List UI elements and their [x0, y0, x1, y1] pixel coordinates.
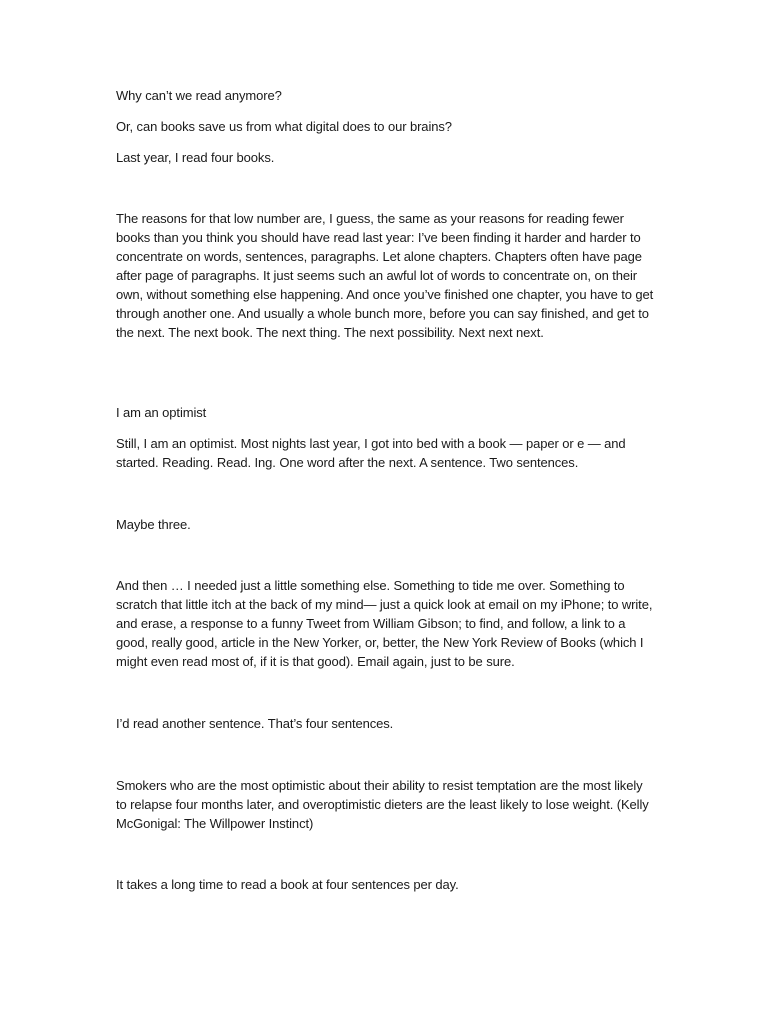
section-heading-optimist: I am an optimist	[116, 405, 207, 420]
paragraph-closing: It takes a long time to read a book at four sentences per day.	[116, 877, 459, 892]
paragraph-distraction: And then … I needed just a little something else. Something to tide me over. Something to scratch that little itch at the back of my mind— just a quick look at email on my iPhone; to write, and erase, a response to a funny Tweet from William Gibson; to find, and follow, a link to a good, really good, article in the New Yorker, or, better, the New York Review of Books (which I might even read most of, if it is that good). Email again, just to be sure.	[116, 578, 653, 669]
paragraph-intro: Last year, I read four books.	[116, 150, 275, 165]
paragraph-maybe-three: Maybe three.	[116, 517, 191, 532]
paragraph-four-sentences: I’d read another sentence. That’s four sentences.	[116, 716, 394, 731]
paragraph-quote: Smokers who are the most optimistic about their ability to resist temptation are the most likely to relapse four months later, and overoptimistic dieters are the least likely to lose weight. (Kelly McGonigal: The Willpower Instinct)	[116, 778, 649, 831]
document-subtitle: Or, can books save us from what digital does to our brains?	[116, 119, 452, 134]
document-title: Why can’t we read anymore?	[116, 88, 282, 103]
paragraph-reasons: The reasons for that low number are, I guess, the same as your reasons for reading fewer books than you think you should have read last year: I’ve been finding it harder and harder to concentrate on words, sentences, paragraphs. Let alone chapters. Chapters often have page after page of paragraphs. It just seems such an awful lot of words to concentrate on, on their own, without something else happening. And once you’ve finished one chapter, you have to get through another one. And usually a whole bunch more, before you can say finished, and get to the next. The next book. The next thing. The next possibility. Next next next.	[116, 211, 654, 340]
paragraph-optimist: Still, I am an optimist. Most nights last year, I got into bed with a book — paper or e — and started. Reading. Read. Ing. One word after the next. A sentence. Two sentences.	[116, 436, 626, 470]
